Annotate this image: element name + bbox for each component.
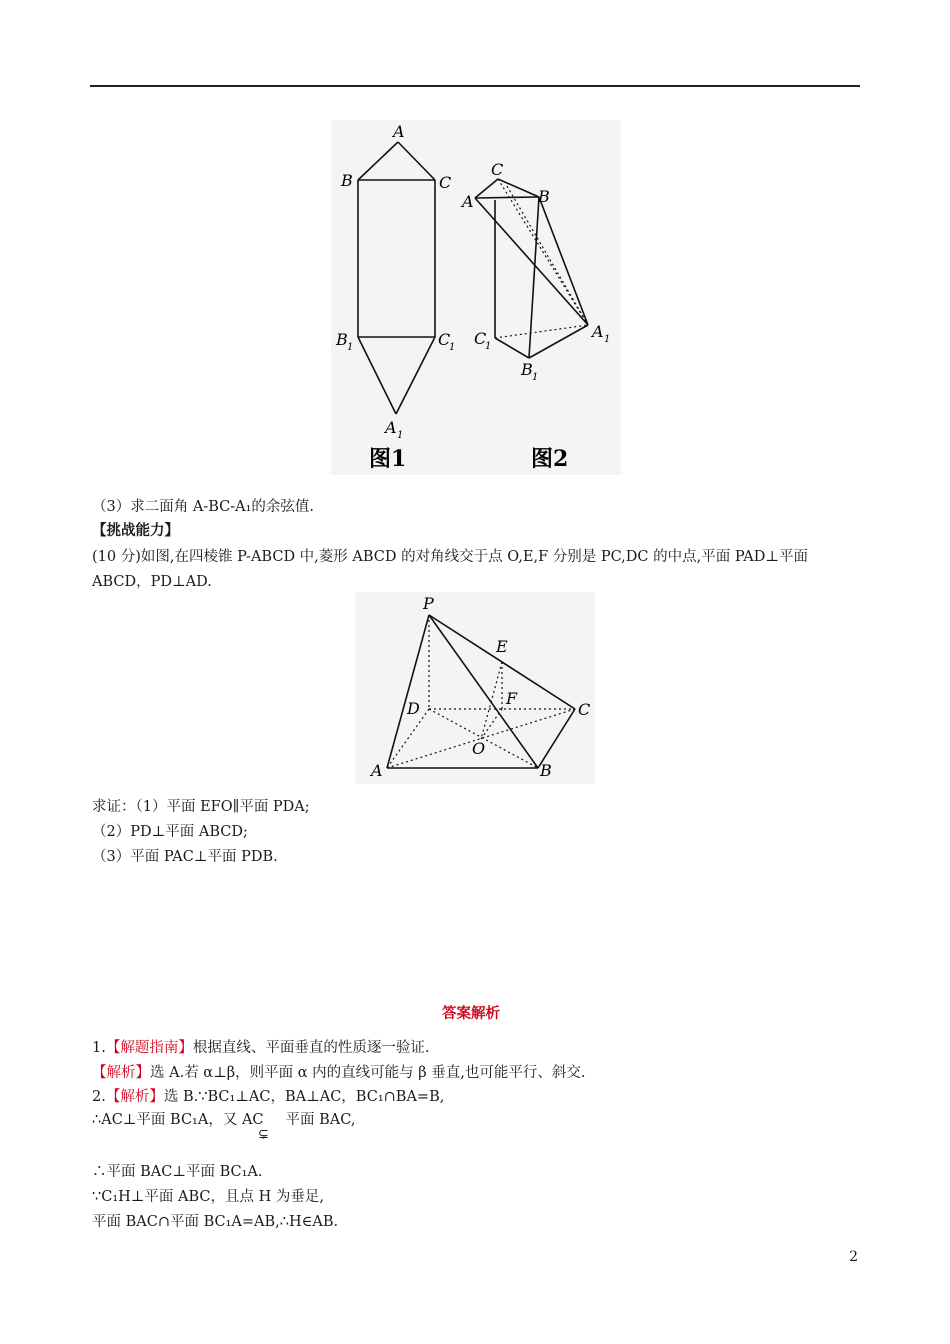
- label-O: O: [472, 739, 486, 758]
- answer-1-text: 根据直线、平面垂直的性质逐一验证.: [192, 1040, 430, 1056]
- answer-1-analysis-tag: 【解析】: [92, 1065, 150, 1081]
- fig1-label-C1: C: [438, 330, 451, 349]
- challenge-line1: (10 分)如图,在四棱锥 P-ABCD 中,菱形 ABCD 的对角线交于点 O,E,F 分别是 PC,DC 的中点,平面 PAD⊥平面: [92, 549, 808, 565]
- answer-1-tag: 【解题指南】: [105, 1040, 193, 1056]
- answer-2-line2b: 平面 BAC,: [285, 1112, 356, 1128]
- question-3: （3）求二面角 A-BC-A₁的余弦值.: [92, 499, 315, 515]
- fig2-label-C1: C: [474, 329, 487, 348]
- fig2-sub-C1: 1: [485, 341, 492, 352]
- answer-2-line4: ∵C₁H⊥平面 ABC，且点 H 为垂足,: [92, 1189, 324, 1205]
- fig1-label-A: A: [393, 122, 405, 141]
- fig1-sub-A1: 1: [397, 430, 404, 441]
- label-A: A: [371, 761, 383, 780]
- answer-2-tag: 【解析】: [105, 1089, 164, 1105]
- header-rule: [90, 85, 860, 87]
- answer-2-text: 选 B.∵BC₁⊥AC，BA⊥AC，BC₁∩BA=B,: [163, 1089, 445, 1105]
- answer-2-line5: 平面 BAC∩平面 BC₁A=AB,∴H∈AB.: [92, 1214, 339, 1230]
- fig2-label-B: B: [538, 187, 550, 206]
- label-P: P: [423, 594, 434, 613]
- caption-fig2: 图2: [531, 446, 569, 472]
- challenge-heading: 【挑战能力】: [92, 522, 179, 539]
- label-D: D: [407, 699, 420, 718]
- proof-line1: 求证：（1）平面 EFO∥平面 PDA;: [92, 799, 310, 815]
- fig1-sub-B1: 1: [347, 342, 354, 353]
- fig2-label-A1: A: [592, 322, 604, 341]
- challenge-line2: ABCD，PD⊥AD.: [92, 574, 212, 590]
- answer-2-number: 2.: [92, 1089, 106, 1105]
- label-E: E: [496, 637, 508, 656]
- answer-2: [92, 1087, 444, 1107]
- fig2-label-A: A: [462, 192, 474, 211]
- answer-1: [92, 1038, 429, 1058]
- answer-1-analysis-text: 选 A.若 α⊥β，则平面 α 内的直线可能与 β 垂直,也可能平行、斜交.: [150, 1065, 586, 1081]
- fig1-sub-C1: 1: [449, 342, 456, 353]
- fig1-label-A1: A: [385, 418, 397, 437]
- caption-fig1: 图1: [369, 446, 407, 472]
- answer-2-line3: ∴平面 BAC⊥平面 BC₁A.: [92, 1164, 263, 1180]
- fig1-label-C: C: [439, 173, 452, 192]
- answer-2-line2a: ∴AC⊥平面 BC₁A，又 AC: [92, 1112, 264, 1128]
- prism-figure: [331, 120, 621, 475]
- fig2-label-C: C: [491, 160, 504, 179]
- answer-1-number: 1.: [92, 1040, 106, 1056]
- fig2-sub-B1: 1: [532, 372, 539, 383]
- pyramid-figure: [355, 592, 595, 784]
- answer-1-analysis: [92, 1063, 585, 1083]
- proof-line2: （2）PD⊥平面 ABCD;: [92, 824, 248, 840]
- page-number: 2: [849, 1249, 858, 1265]
- label-C: C: [578, 700, 591, 719]
- answers-title: 答案解析: [442, 1005, 500, 1022]
- fig2-sub-A1: 1: [604, 334, 611, 345]
- fig2-label-B1: B: [521, 360, 533, 379]
- subset-symbol: ⊊: [258, 1127, 269, 1142]
- fig1-label-B1: B: [336, 330, 348, 349]
- answer-2-line2: [92, 1110, 355, 1130]
- fig1-label-B: B: [341, 171, 353, 190]
- label-B: B: [540, 761, 552, 780]
- label-F: F: [506, 689, 518, 708]
- proof-line3: （3）平面 PAC⊥平面 PDB.: [92, 849, 278, 865]
